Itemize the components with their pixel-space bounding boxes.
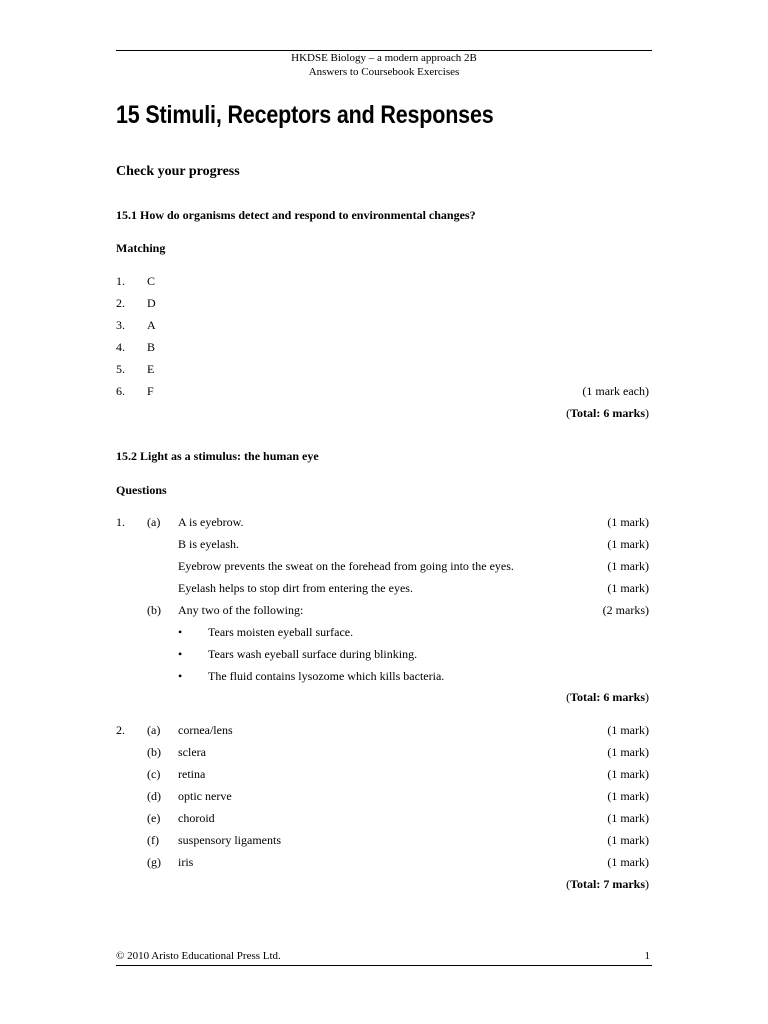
matching-item-number: 3. (116, 318, 125, 332)
section-15-2-heading: 15.2 Light as a stimulus: the human eye (116, 449, 319, 463)
question-1-number: 1. (116, 515, 125, 529)
mark-label: (1 mark) (607, 855, 649, 869)
header-subtitle: Answers to Coursebook Exercises (308, 66, 460, 78)
total-paren-close: ) (645, 690, 649, 704)
total-paren-open: ( (566, 877, 571, 891)
answer-line: B is eyelash. (178, 537, 239, 551)
page-number: 1 (644, 950, 650, 962)
matching-subheading: Matching (116, 241, 166, 255)
matching-item-number: 1. (116, 274, 125, 288)
matching-item-answer: D (147, 296, 156, 310)
mark-label: (1 mark) (607, 537, 649, 551)
mark-label: (1 mark) (607, 833, 649, 847)
chapter-title: 15 Stimuli, Receptors and Responses (116, 101, 494, 129)
bullet-icon: • (178, 669, 183, 683)
answer-line: Any two of the following: (178, 603, 304, 617)
answer-line: suspensory ligaments (178, 833, 281, 847)
bullet-icon: • (178, 647, 183, 661)
section-1-total (566, 406, 649, 421)
total-paren-open: ( (566, 406, 571, 420)
question-1-total (566, 690, 649, 705)
part-label: (b) (147, 745, 161, 759)
total-text: Total: 6 marks (570, 406, 645, 420)
page-footer (116, 950, 652, 962)
matching-item-answer: A (147, 318, 156, 332)
matching-item-answer: C (147, 274, 156, 288)
total-text: Total: 7 marks (570, 877, 645, 891)
marks-note: (1 mark each) (582, 384, 649, 398)
answer-line: cornea/lens (178, 723, 233, 737)
matching-item-answer: B (147, 340, 156, 354)
part-label: (g) (147, 855, 161, 869)
answer-line: sclera (178, 745, 206, 759)
matching-item-answer: F (147, 384, 154, 398)
matching-item-number: 5. (116, 362, 125, 376)
question-1a-label: (a) (147, 515, 161, 529)
questions-subheading: Questions (116, 483, 167, 497)
mark-label: (1 mark) (607, 745, 649, 759)
part-label: (a) (147, 723, 161, 737)
header-rule (116, 50, 652, 51)
answer-line: optic nerve (178, 789, 232, 803)
part-label: (d) (147, 789, 161, 803)
mark-label: (1 mark) (607, 811, 649, 825)
answer-line: retina (178, 767, 206, 781)
mark-label: (1 mark) (607, 767, 649, 781)
mark-label: (2 marks) (602, 603, 649, 617)
total-paren-close: ) (645, 877, 649, 891)
part-label: (f) (147, 833, 159, 847)
part-label: (c) (147, 767, 161, 781)
mark-label: (1 mark) (607, 559, 649, 573)
mark-label: (1 mark) (607, 581, 649, 595)
mark-label: (1 mark) (607, 515, 649, 529)
matching-item-number: 4. (116, 340, 125, 354)
matching-item-number: 6. (116, 384, 125, 398)
question-1b-label: (b) (147, 603, 161, 617)
bullet-text: Tears moisten eyeball surface. (208, 625, 354, 639)
mark-label: (1 mark) (607, 789, 649, 803)
bullet-icon: • (178, 625, 183, 639)
bullet-text: The fluid contains lysozome which kills bacteria. (208, 669, 445, 683)
question-2-number: 2. (116, 723, 125, 737)
answer-line: iris (178, 855, 194, 869)
question-2-total (566, 877, 649, 892)
header-book-title: HKDSE Biology – a modern approach 2B (291, 52, 477, 64)
footer-rule (116, 965, 652, 966)
copyright-notice: © 2010 Aristo Educational Press Ltd. (116, 950, 281, 962)
matching-item-number: 2. (116, 296, 125, 310)
answer-line: Eyelash helps to stop dirt from entering the eyes. (178, 581, 413, 595)
matching-item-answer: E (147, 362, 155, 376)
section-15-1-heading: 15.1 How do organisms detect and respond to environmental changes? (116, 208, 476, 222)
answer-line: choroid (178, 811, 215, 825)
total-paren-close: ) (645, 406, 649, 420)
total-text: Total: 6 marks (570, 690, 645, 704)
answer-line: Eyebrow prevents the sweat on the forehead from going into the eyes. (178, 559, 514, 573)
part-label: (e) (147, 811, 161, 825)
total-paren-open: ( (566, 690, 571, 704)
check-progress-heading: Check your progress (116, 164, 240, 179)
mark-label: (1 mark) (607, 723, 649, 737)
answer-line: A is eyebrow. (178, 515, 244, 529)
bullet-text: Tears wash eyeball surface during blinking. (208, 647, 418, 661)
